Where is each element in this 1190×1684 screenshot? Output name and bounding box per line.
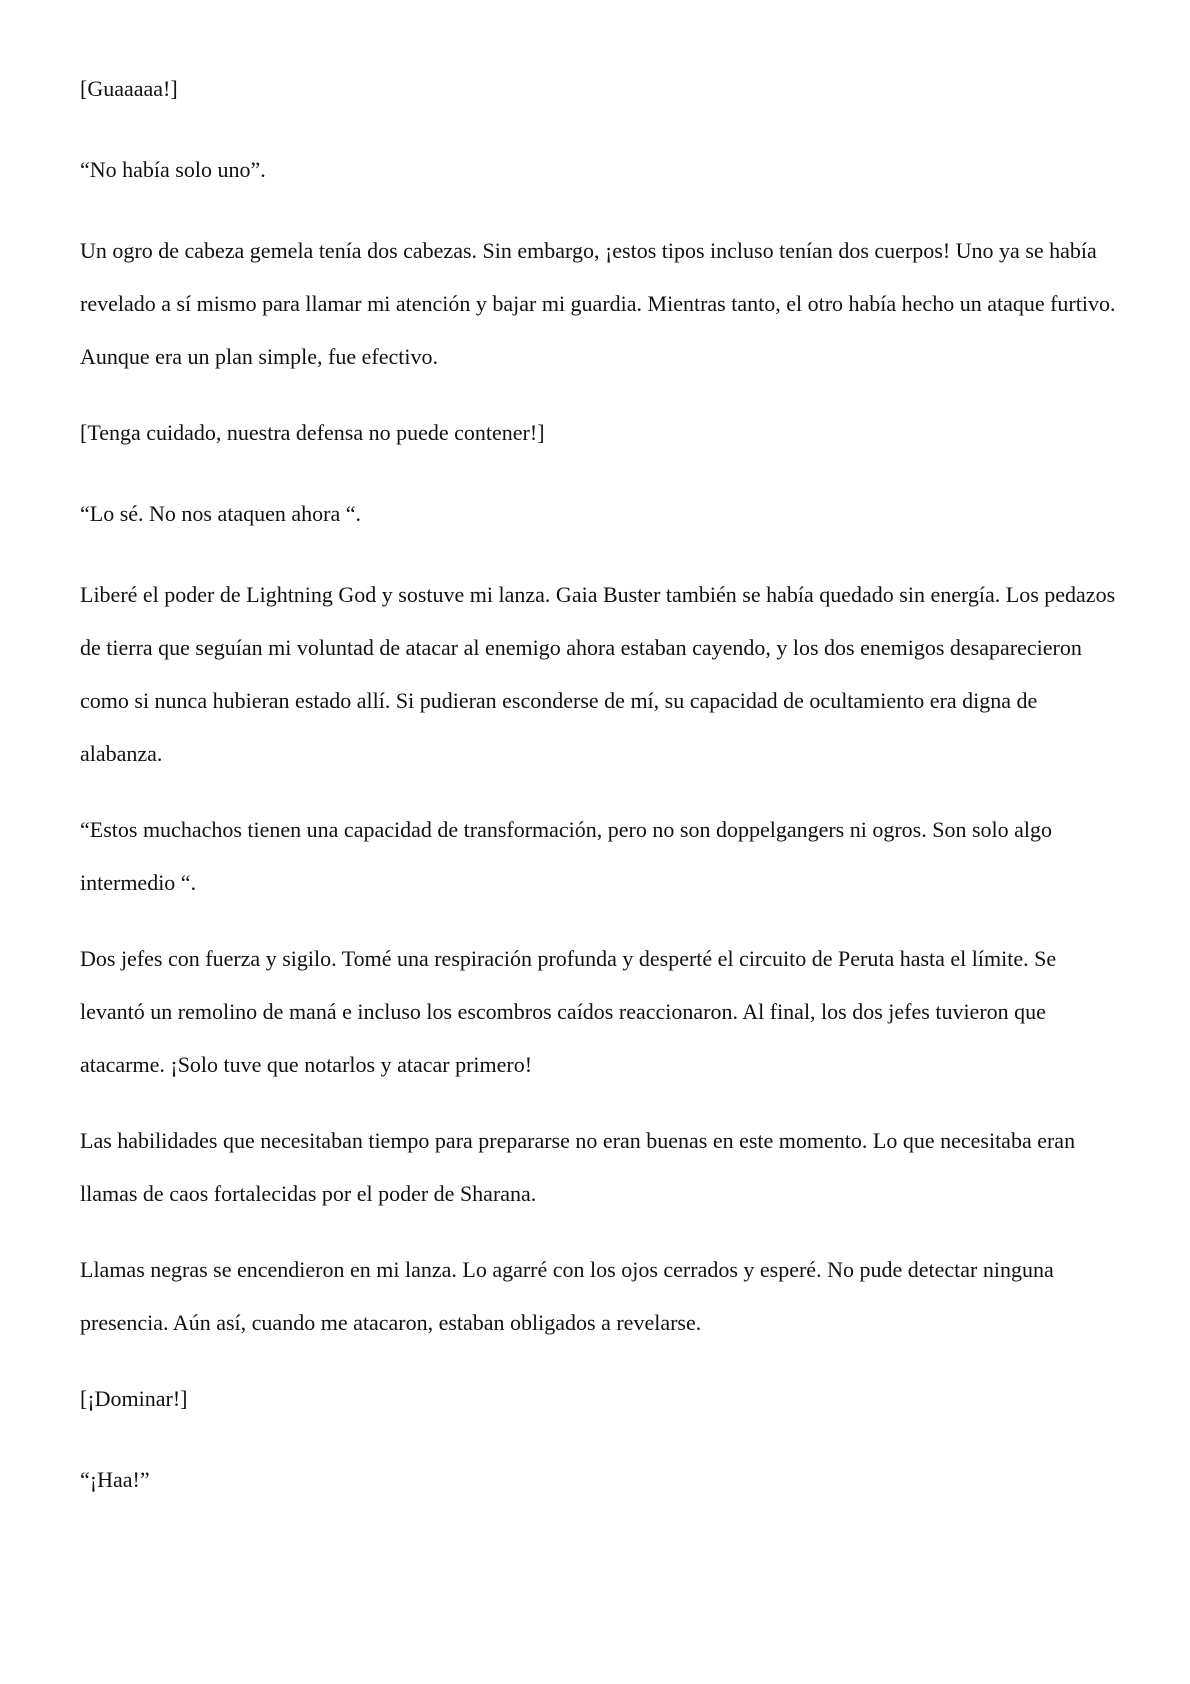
paragraph-4: [Tenga cuidado, nuestra defensa no puede contener!] <box>80 420 545 445</box>
paragraph-7: “Estos muchachos tienen una capacidad de transformación, pero no son doppelgangers ni ogros. Son solo algo intermedio “. <box>80 817 1053 895</box>
document-body <box>80 62 1120 1534</box>
paragraph-1: [Guaaaaa!] <box>80 76 178 101</box>
paragraph-8: Dos jefes con fuerza y sigilo. Tomé una respiración profunda y desperté el circuito de Peruta hasta el límite. Se levantó un remolino de maná e incluso los escombros caídos reaccionaron. Al final, los dos jefes tuvieron que atacarme. ¡Solo tuve que notarlos y atacar primero! <box>80 946 1057 1077</box>
paragraph-3: Un ogro de cabeza gemela tenía dos cabezas. Sin embargo, ¡estos tipos incluso tenían dos cuerpos! Uno ya se había revelado a sí mismo para llamar mi atención y bajar mi guardia. Mientras tanto, el otro había hecho un ataque furtivo. Aunque era un plan simple, fue efectivo. <box>80 238 1116 369</box>
paragraph-9: Las habilidades que necesitaban tiempo para prepararse no eran buenas en este momento. Lo que necesitaba eran llamas de caos fortalecidas por el poder de Sharana. <box>80 1128 1076 1206</box>
paragraph-11: [¡Dominar!] <box>80 1386 188 1411</box>
paragraph-6: Liberé el poder de Lightning God y sostuve mi lanza. Gaia Buster también se había quedado sin energía. Los pedazos de tierra que seguían mi voluntad de atacar al enemigo ahora estaban cayendo, y los dos enemigos desaparecieron como si nunca hubieran estado allí. Si pudieran esconderse de mí, su capacidad de ocultamiento era digna de alabanza. <box>80 582 1116 766</box>
paragraph-5: “Lo sé. No nos ataquen ahora “. <box>80 501 362 526</box>
paragraph-10: Llamas negras se encendieron en mi lanza. Lo agarré con los ojos cerrados y esperé. No pude detectar ninguna presencia. Aún así, cuando me atacaron, estaban obligados a revelarse. <box>80 1257 1054 1335</box>
paragraph-2: “No había solo uno”. <box>80 157 266 182</box>
paragraph-12: “¡Haa!” <box>80 1467 150 1492</box>
